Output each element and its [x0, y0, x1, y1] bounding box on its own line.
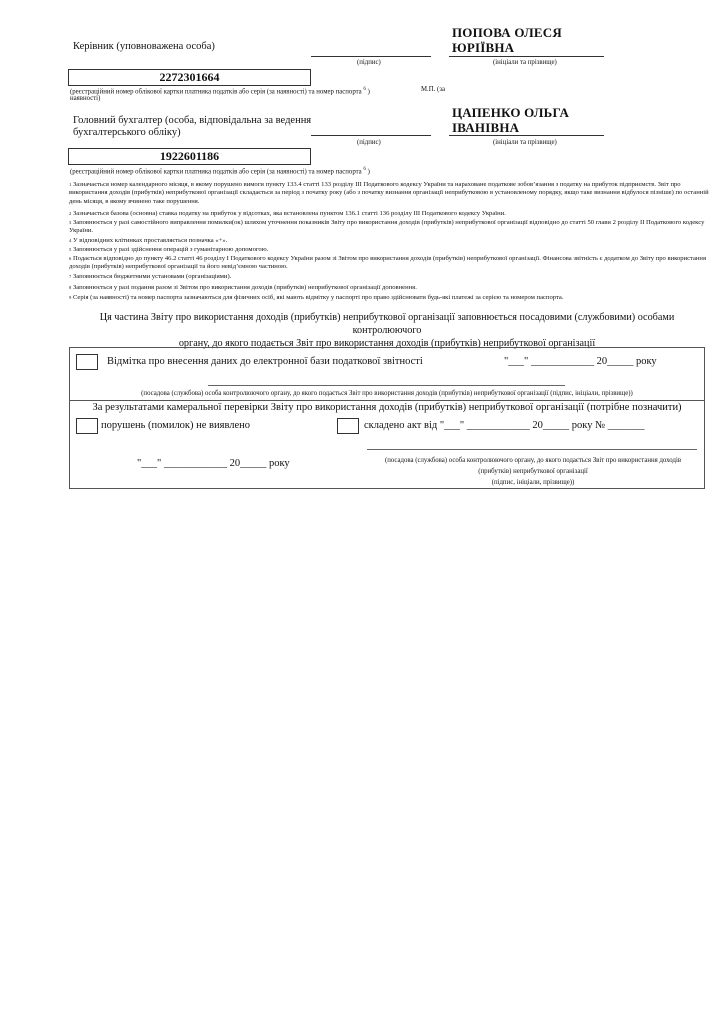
official-caption: (посадова (службова) особа контролюючого органу, до якого подається Звіт про використання доходів (прибутків) неприбуткової організації (підпис, ініціали, прізвище))	[141, 390, 633, 397]
head-code-caption-cont: наявності)	[70, 95, 101, 102]
accountant-name-line1: ЦАПЕНКО ОЛЬГА	[452, 105, 570, 120]
head-code-caption: (реєстраційний номер облікової картки платника податків або серія (за наявності) та номер паспорта $^6$ )	[70, 87, 370, 96]
inspector-signature-line[interactable]	[367, 449, 697, 450]
footnote-9: $^9$ Серія (за наявності) та номер паспорта зазначаються для фізичних осіб, які мають відмітку у паспорті про право здійснювати будь-які платежі за серією та номером паспорта.	[69, 294, 564, 301]
head-label: Керівник (уповноважена особа)	[73, 41, 215, 52]
accountant-label-line1: Головний бухгалтер (особа, відповідальна за ведення	[73, 115, 312, 126]
no-violations-checkbox[interactable]	[76, 418, 98, 434]
accountant-name-line2: ІВАНІВНА	[452, 120, 520, 135]
act-label[interactable]: складено акт від "___" ____________ 20_____ року № _______	[364, 420, 645, 431]
official-signature-line[interactable]	[208, 385, 565, 386]
head-name-line	[449, 56, 604, 57]
footnote-8: $^8$ Заповнюється у разі подання разом зі Звітом про використання доходів (прибутків) неприбуткової організації доповнення.	[69, 284, 417, 291]
accountant-code-caption: (реєстраційний номер облікової картки платника податків або серія (за наявності) та номер паспорта $^6$ )	[70, 167, 370, 176]
head-name-line1: ПОПОВА ОЛЕСЯ	[452, 25, 562, 40]
control-heading: Ця частина Звіту про використання доходів (прибутків) неприбуткової організації заповнюється посадовими (службовими) особами контролюючого органу, до якого подається Звіт про використання доходів (прибутків) неприбуткової організації	[99, 312, 675, 349]
footnote-4: $^4$ У відповідних клітинках проставляється позначка «+».	[69, 237, 228, 244]
head-tax-code[interactable]: 2272301664	[68, 69, 311, 86]
head-sign-caption: (підпис)	[357, 59, 381, 66]
accountant-tax-code[interactable]: 1922601186	[68, 148, 311, 165]
accountant-sign-caption: (підпис)	[357, 139, 381, 146]
accountant-signature-line[interactable]	[311, 135, 431, 136]
accountant-name-line	[449, 135, 604, 136]
head-initials-caption: (ініціали та прізвище)	[493, 59, 557, 66]
head-name-line2: ЮРІЇВНА	[452, 40, 515, 55]
accountant-label-line2: бухгалтерського обліку)	[73, 127, 181, 138]
footnote-2: $^2$ Зазначається базова (основна) ставка податку на прибуток у відсотках, яка встановлена пунктом 136.1 статті 136 розділу ІІІ Податкового кодексу України.	[69, 210, 506, 217]
check-title: За результатами камеральної перевірки Звіту про використання доходів (прибутків) неприбуткової організації (потрібне позначити)	[92, 402, 682, 413]
check-date[interactable]: "___" ____________ 20_____ року	[137, 458, 290, 469]
db-entry-date[interactable]: "___" ____________ 20_____ року	[504, 356, 657, 367]
inspector-caption: (посадова (службова) особа контролюючого органу, до якого подається Звіт про використання доходів (прибутків) неприбуткової організації (підпис, ініціали, прізвище))	[384, 457, 682, 486]
head-signature-line[interactable]	[311, 56, 431, 57]
footnote-7: $^7$ Заповнюється бюджетними установами (організаціями).	[69, 273, 232, 280]
act-checkbox[interactable]	[337, 418, 359, 434]
footnote-1: $^1$ Зазначається номер календарного місяця, в якому порушено вимоги пункту 133.4 статті 133 розділу ІІІ Податкового кодексу України та нараховане податкове зобов’язання з податку на прибуток підприємств. Звіт про використання доходів (прибутків) неприбуткової організації складається за період з початку року (або з початку визнання організації неприбутковою в установленому порядку, якщо таке визнання відбулося пізніше) по останній день місяця, в якому вчинено таке порушення.	[69, 181, 709, 205]
stamp-label: М.П. (за	[421, 86, 446, 93]
footnote-6: $^6$ Подається відповідно до пункту 46.2 статті 46 розділу І Податкового кодексу України разом зі Звітом про використання доходів (прибутків) неприбуткової організації. Фінансова звітність є додатком до Звіту про використання доходів (прибутків) неприбуткової організації та його невід’ємною частиною.	[69, 255, 706, 271]
footnote-3: $^3$ Заповнюється у разі самостійного виправлення помилки(ок) шляхом уточнення показників Звіту про використання доходів (прибутків) неприбуткової організації відповідно до статті 50 глави 2 розділу ІІ Податкового кодексу України.	[69, 219, 705, 235]
no-violations-label: порушень (помилок) не виявлено	[101, 420, 251, 431]
accountant-initials-caption: (ініціали та прізвище)	[493, 139, 557, 146]
footnote-5: $^5$ Заповнюється у разі здійснення операцій з гуманітарною допомогою.	[69, 246, 269, 253]
control-box-divider	[70, 400, 704, 401]
db-entry-label: Відмітка про внесення даних до електронної бази податкової звітності	[107, 356, 423, 367]
db-entry-checkbox[interactable]	[76, 354, 98, 370]
